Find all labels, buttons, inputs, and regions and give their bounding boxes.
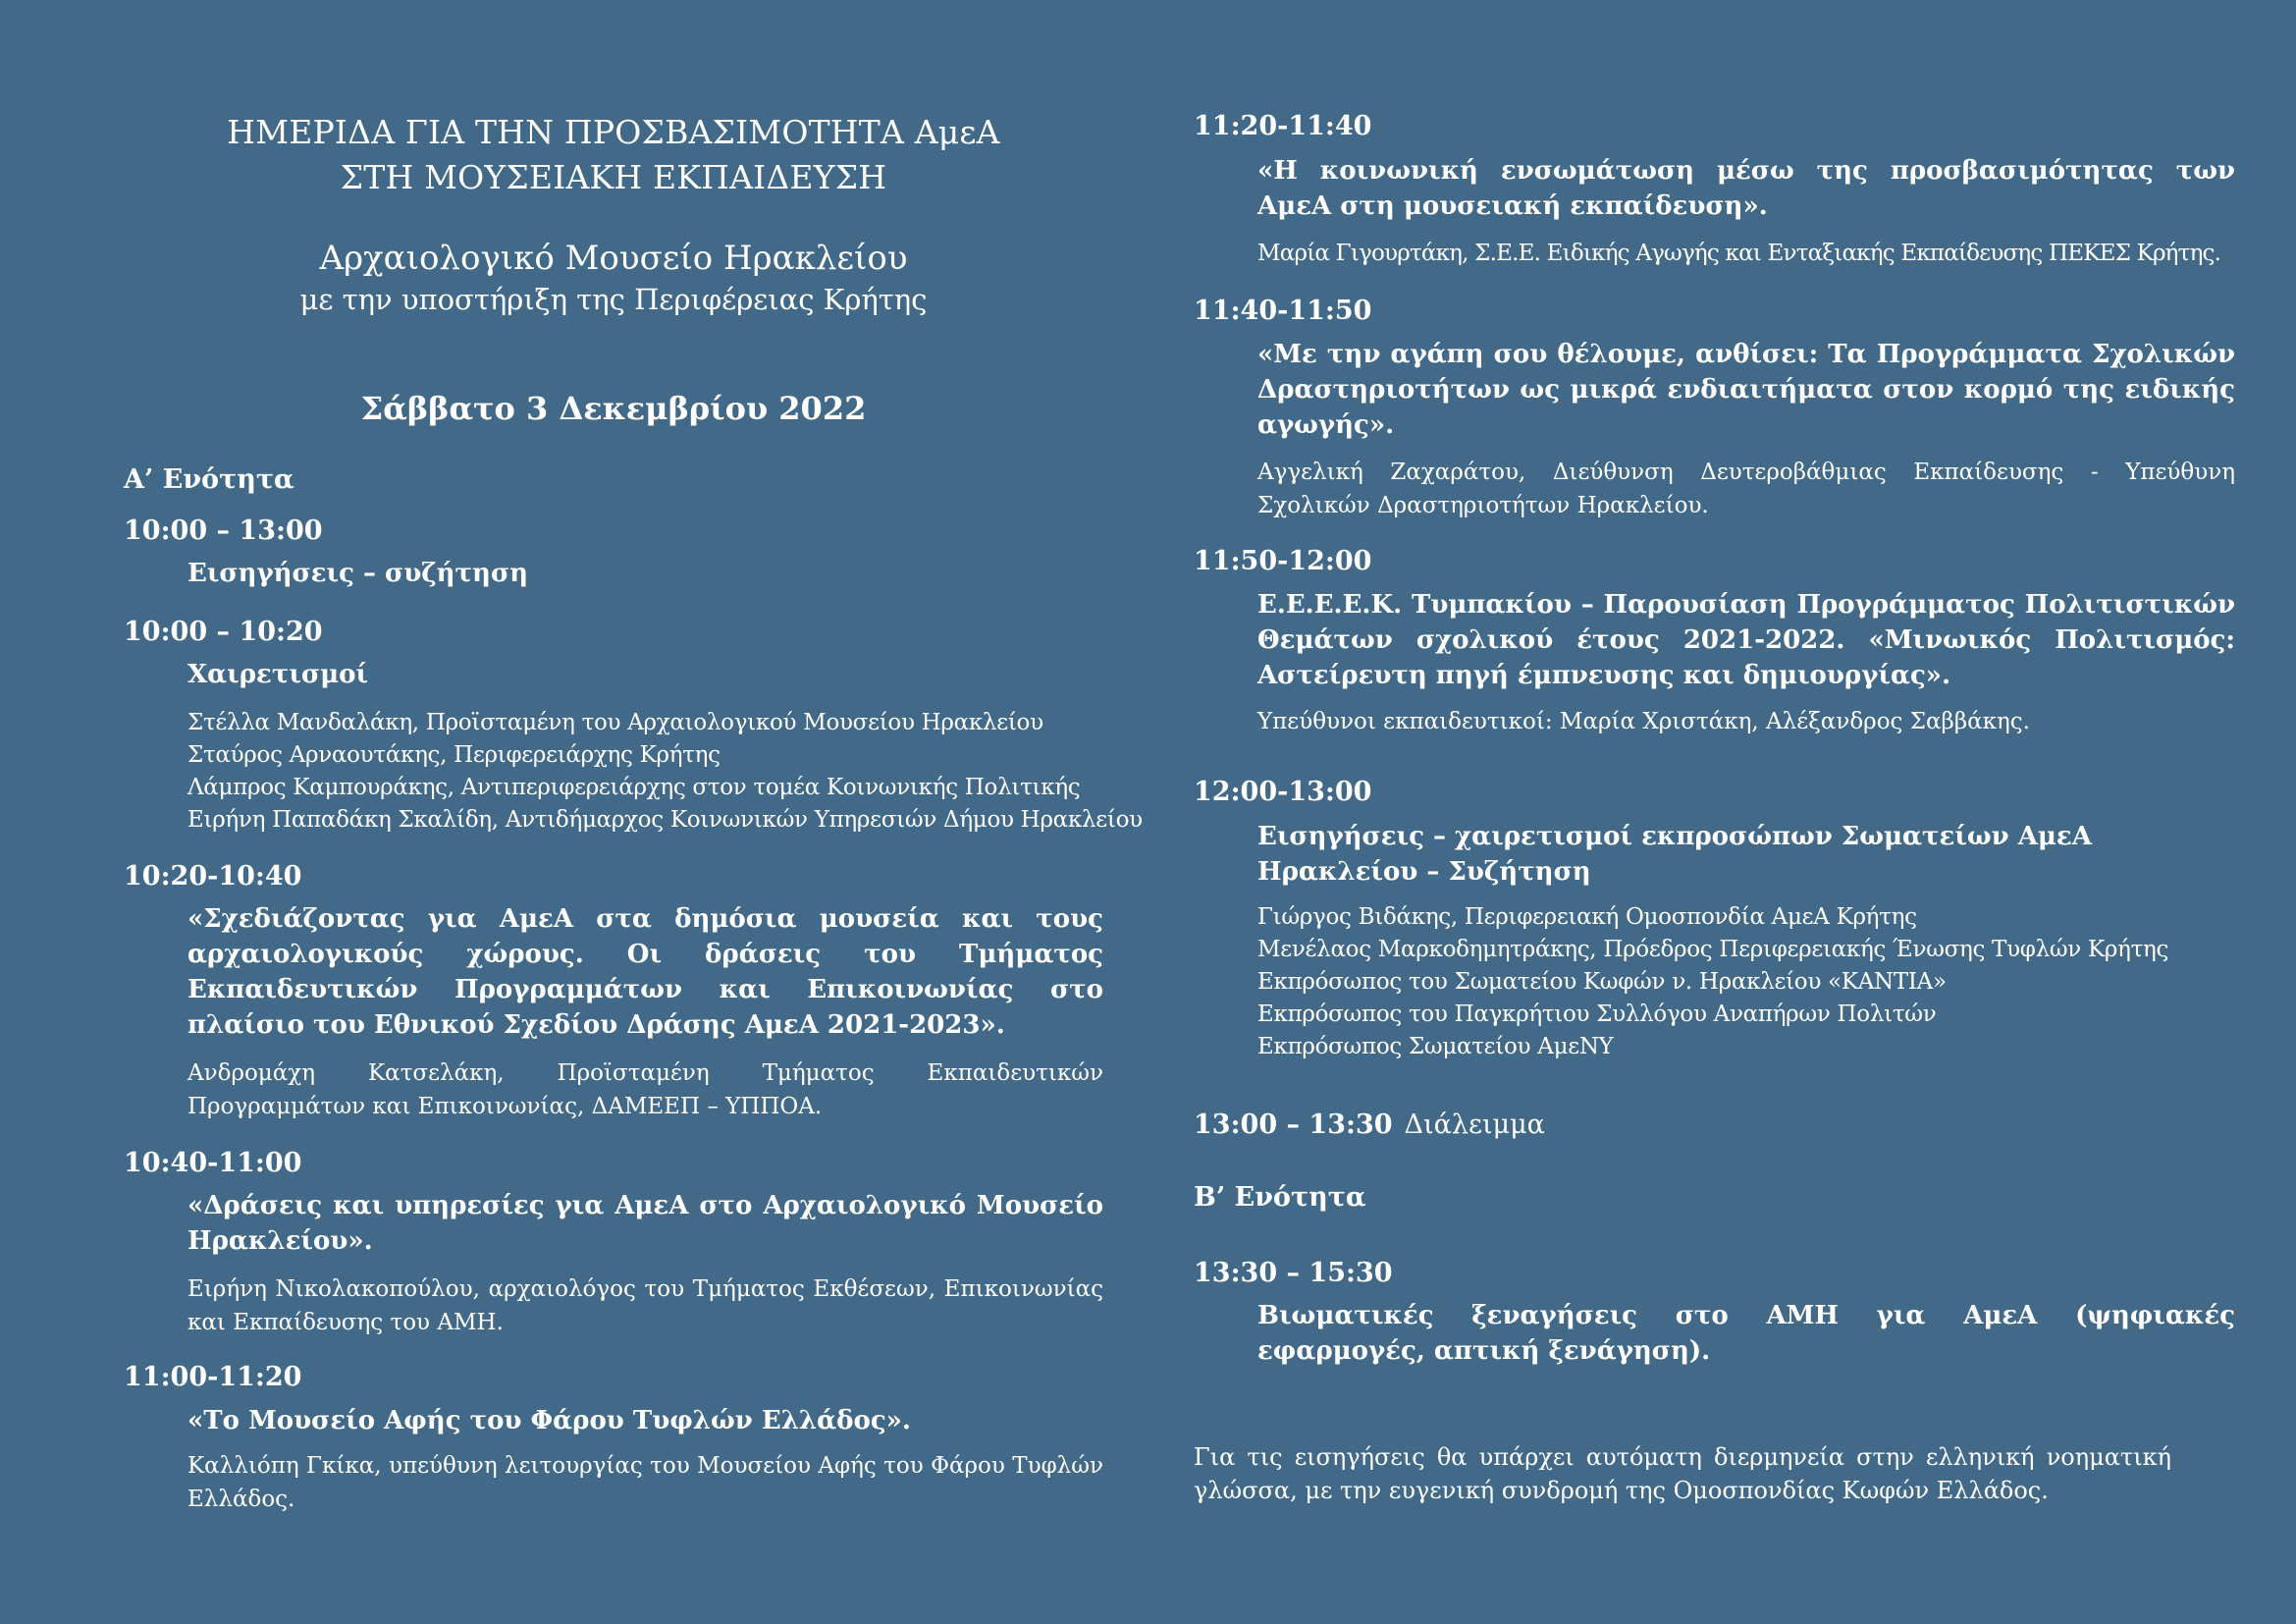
- slot-time: 11:20-11:40: [1194, 111, 1372, 141]
- slot-title: «Με την αγάπη σου θέλουμε, ανθίσει: Τα Προγράμματα Σχολικών Δραστηριοτήτων ως μικρά ενδιαιτήματα στον κορμό της ειδικής αγωγής».: [1257, 340, 2235, 440]
- slot-time: 11:00-11:20: [124, 1362, 302, 1392]
- slot-title: «Σχεδιάζοντας για ΑμεΑ στα δημόσια μουσεία και τους αρχαιολογικούς χώρους. Οι δράσεις του Τμήματος Εκπαιδευτικών Προγραμμάτων και Επικοινωνίας στο πλαίσιο του Εθνικού Σχεδίου Δράσης ΑμεΑ 2021-2023».: [187, 904, 1103, 1040]
- slot-speaker: Καλλιόπη Γκίκα, υπεύθυνη λειτουργίας του Μουσείου Αφής του Φάρου Τυφλών Ελλάδος.: [187, 1453, 1103, 1512]
- venue-name: Αρχαιολογικό Μουσείο Ηρακλείου: [319, 239, 908, 278]
- speaker-list: [187, 707, 1143, 837]
- slot-title: «Δράσεις και υπηρεσίες για ΑμεΑ στο Αρχαιολογικό Μουσείο Ηρακλείου».: [187, 1191, 1103, 1256]
- slot-speaker-wrap: [1257, 238, 2235, 270]
- section-b-heading: Β’ Ενότητα: [1194, 1182, 1366, 1213]
- slot-time: 11:40-11:50: [1194, 296, 1372, 326]
- slot-speaker: Ειρήνη Νικολακοπούλου, αρχαιολόγος του Τμήματος Εκθέσεων, Επικοινωνίας και Εκπαίδευσης του ΑΜΗ.: [187, 1276, 1103, 1335]
- slot-title-line: Εισηγήσεις – χαιρετισμοί εκπροσώπων Σωματείων ΑμεΑ: [1257, 822, 2092, 851]
- support-note: με την υποστήριξη της Περιφέρειας Κρήτης: [299, 283, 928, 316]
- slot-title: «Η κοινωνική ενσωμάτωση μέσω της προσβασιμότητας των ΑμεΑ στη μουσειακή εκπαίδευση».: [1257, 156, 2235, 221]
- slot-speaker: Ανδρομάχη Κατσελάκη, Προϊσταμένη Τμήματος Εκπαιδευτικών Προγραμμάτων και Επικοινωνίας, ΔΑΜΕΕΠ – ΥΠΠΟΑ.: [187, 1060, 1103, 1119]
- speaker-line: Σταύρος Αρναουτάκης, Περιφερειάρχης Κρήτης: [187, 742, 721, 768]
- speaker-line: Εκπρόσωπος Σωματείου ΑμεΝΥ: [1257, 1034, 1614, 1059]
- speaker-line: Γιώργος Βιδάκης, Περιφερειακή Ομοσπονδία ΑμεΑ Κρήτης: [1257, 904, 1917, 930]
- slot-speaker: Μαρία Γιγουρτάκη, Σ.Ε.Ε. Ειδικής Αγωγής και Ενταξιακής Εκπαίδευσης ΠΕΚΕΣ Κρήτης.: [1257, 241, 2221, 266]
- event-title-line2: ΣΤΗ ΜΟΥΣΕΙΑΚΗ ΕΚΠΑΙΔΕΥΣΗ: [340, 158, 887, 196]
- break-row: [1194, 1107, 1545, 1144]
- footer-note: Για τις εισηγήσεις θα υπάρχει αυτόματη διερμηνεία στην ελληνική νοηματική γλώσσα, με την ευγενική συνδρομή της Ομοσπονδίας Κωφών Ελλάδος.: [1194, 1443, 2171, 1504]
- event-title-line1: ΗΜΕΡΙΔΑ ΓΙΑ ΤΗΝ ΠΡΟΣΒΑΣΙΜΟΤΗΤΑ ΑμεΑ: [227, 113, 1000, 151]
- slot-title: Χαιρετισμοί: [187, 660, 369, 689]
- event-date: Σάββατο 3 Δεκεμβρίου 2022: [360, 390, 867, 427]
- slot-time: 10:40-11:00: [124, 1148, 302, 1178]
- break-time: 13:00 – 13:30: [1194, 1110, 1393, 1140]
- speaker-line: Εκπρόσωπος του Σωματείου Κωφών ν. Ηρακλείου «ΚΑΝΤΙΑ»: [1257, 969, 1947, 995]
- speaker-line: Στέλλα Μανδαλάκη, Προϊσταμένη του Αρχαιολογικού Μουσείου Ηρακλείου: [187, 710, 1043, 735]
- slot-speaker: Υπεύθυνοι εκπαιδευτικοί: Μαρία Χριστάκη, Αλέξανδρος Σαββάκης.: [1257, 709, 2030, 734]
- slot-time: 12:00-13:00: [1194, 777, 1372, 807]
- slot-title-line: Ηρακλείου – Συζήτηση: [1257, 857, 1591, 887]
- slot-title: Ε.Ε.Ε.Ε.Κ. Τυμπακίου – Παρουσίαση Προγράμματος Πολιτιστικών Θεμάτων σχολικού έτους 2021-2022. «Μινωικός Πολιτισμός: Αστείρευτη πηγή έμπνευσης και δημιουργίας».: [1257, 590, 2235, 690]
- speaker-line: Λάμπρος Καμπουράκης, Αντιπεριφερειάρχης στον τομέα Κοινωνικής Πολιτικής: [187, 775, 1081, 800]
- speaker-line: Εκπρόσωπος του Παγκρήτιου Συλλόγου Αναπήρων Πολιτών: [1257, 1001, 1937, 1027]
- slot-title: «Το Μουσείο Αφής του Φάρου Τυφλών Ελλάδος».: [187, 1406, 911, 1435]
- slot-time: 11:50-12:00: [1194, 546, 1372, 576]
- break-label: Διάλειμμα: [1404, 1110, 1545, 1140]
- slot-time: 10:00 – 10:20: [124, 617, 323, 647]
- speaker-list: [1257, 901, 2235, 1063]
- slot-time: 13:30 – 15:30: [1194, 1258, 1393, 1288]
- slot-title: Βιωματικές ξεναγήσεις στο ΑΜΗ για ΑμεΑ (ψηφιακές εφαρμογές, απτική ξενάγηση).: [1257, 1301, 2235, 1366]
- slot-time: 10:20-10:40: [124, 861, 302, 892]
- section-a-heading: Α’ Ενότητα: [124, 464, 294, 495]
- slot-title: Εισηγήσεις – συζήτηση: [187, 559, 529, 588]
- slot-speaker: Αγγελική Ζαχαράτου, Διεύθυνση Δευτεροβάθμιας Εκπαίδευσης - Υπεύθυνη Σχολικών Δραστηριοτήτων Ηρακλείου.: [1257, 460, 2235, 518]
- speaker-line: Ειρήνη Παπαδάκη Σκαλίδη, Αντιδήμαρχος Κοινωνικών Υπηρεσιών Δήμου Ηρακλείου: [187, 807, 1143, 833]
- slot-time: 10:00 – 13:00: [124, 515, 323, 546]
- speaker-line: Μενέλαος Μαρκοδημητράκης, Πρόεδρος Περιφερειακής Ένωσης Τυφλών Κρήτης: [1257, 937, 2169, 962]
- slot-title: [1257, 819, 2235, 890]
